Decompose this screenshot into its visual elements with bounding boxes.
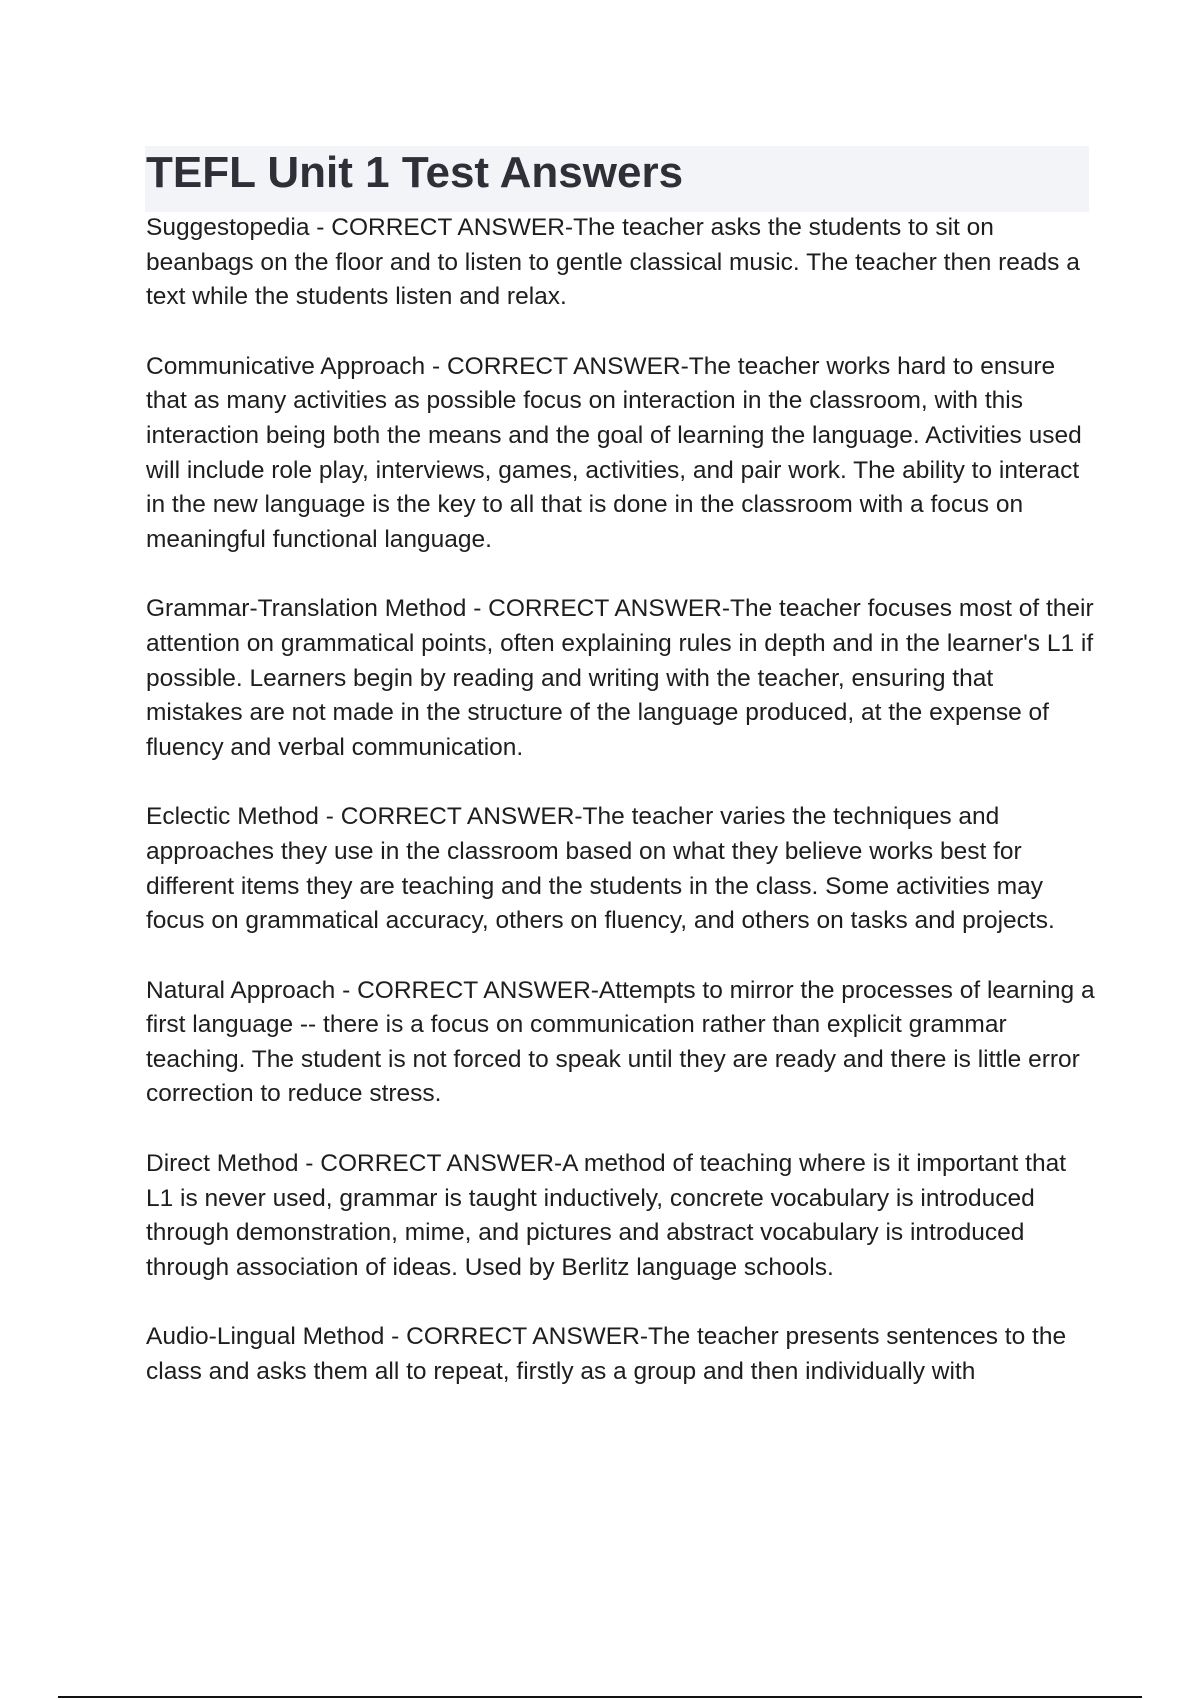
answer-eclectic-method: Eclectic Method - CORRECT ANSWER-The teacher varies the techniques and approaches they use in the classroom based on what they believe works best for different items they are teaching and the students in the class. Some activities may focus on grammatical accuracy, others on fluency, and others on tasks and projects. — [146, 803, 1055, 935]
page-title: TEFL Unit 1 Test Answers — [146, 148, 684, 197]
answer-communicative-approach: Communicative Approach - CORRECT ANSWER-The teacher works hard to ensure that as many activities as possible focus on interaction in the classroom, with this interaction being both the means and the goal of learning the language. Activities used will include role play, interviews, games, activities, and pair work. The ability to interact in the new language is the key to all that is done in the classroom with a focus on meaningful functional language. — [146, 352, 1082, 553]
footer-rule — [58, 1696, 1142, 1698]
answer-direct-method: Direct Method - CORRECT ANSWER-A method of teaching where is it important that L1 is never used, grammar is taught inductively, concrete vocabulary is introduced through demonstration, mime, and pictures and abstract vocabulary is introduced through association of ideas. Used by Berlitz language schools. — [146, 1150, 1067, 1281]
answer-suggestopedia: Suggestopedia - CORRECT ANSWER-The teacher asks the students to sit on beanbags on the floor and to listen to gentle classical music. The teacher then reads a text while the students listen and relax. — [146, 214, 1080, 311]
answers-list — [146, 211, 1096, 1425]
answer-natural-approach: Natural Approach - CORRECT ANSWER-Attempts to mirror the processes of learning a first language -- there is a focus on communication rather than explicit grammar teaching. The student is not forced to speak until they are ready and there is little error correction to reduce stress. — [146, 976, 1095, 1108]
answer-audio-lingual-method: Audio-Lingual Method - CORRECT ANSWER-The teacher presents sentences to the class and asks them all to repeat, firstly as a group and then individually with — [146, 1323, 1067, 1386]
answer-grammar-translation-method: Grammar-Translation Method - CORRECT ANSWER-The teacher focuses most of their attention on grammatical points, often explaining rules in depth and in the learner's L1 if possible. Learners begin by reading and writing with the teacher, ensuring that mistakes are not made in the structure of the language produced, at the expense of fluency and verbal communication. — [146, 595, 1094, 761]
